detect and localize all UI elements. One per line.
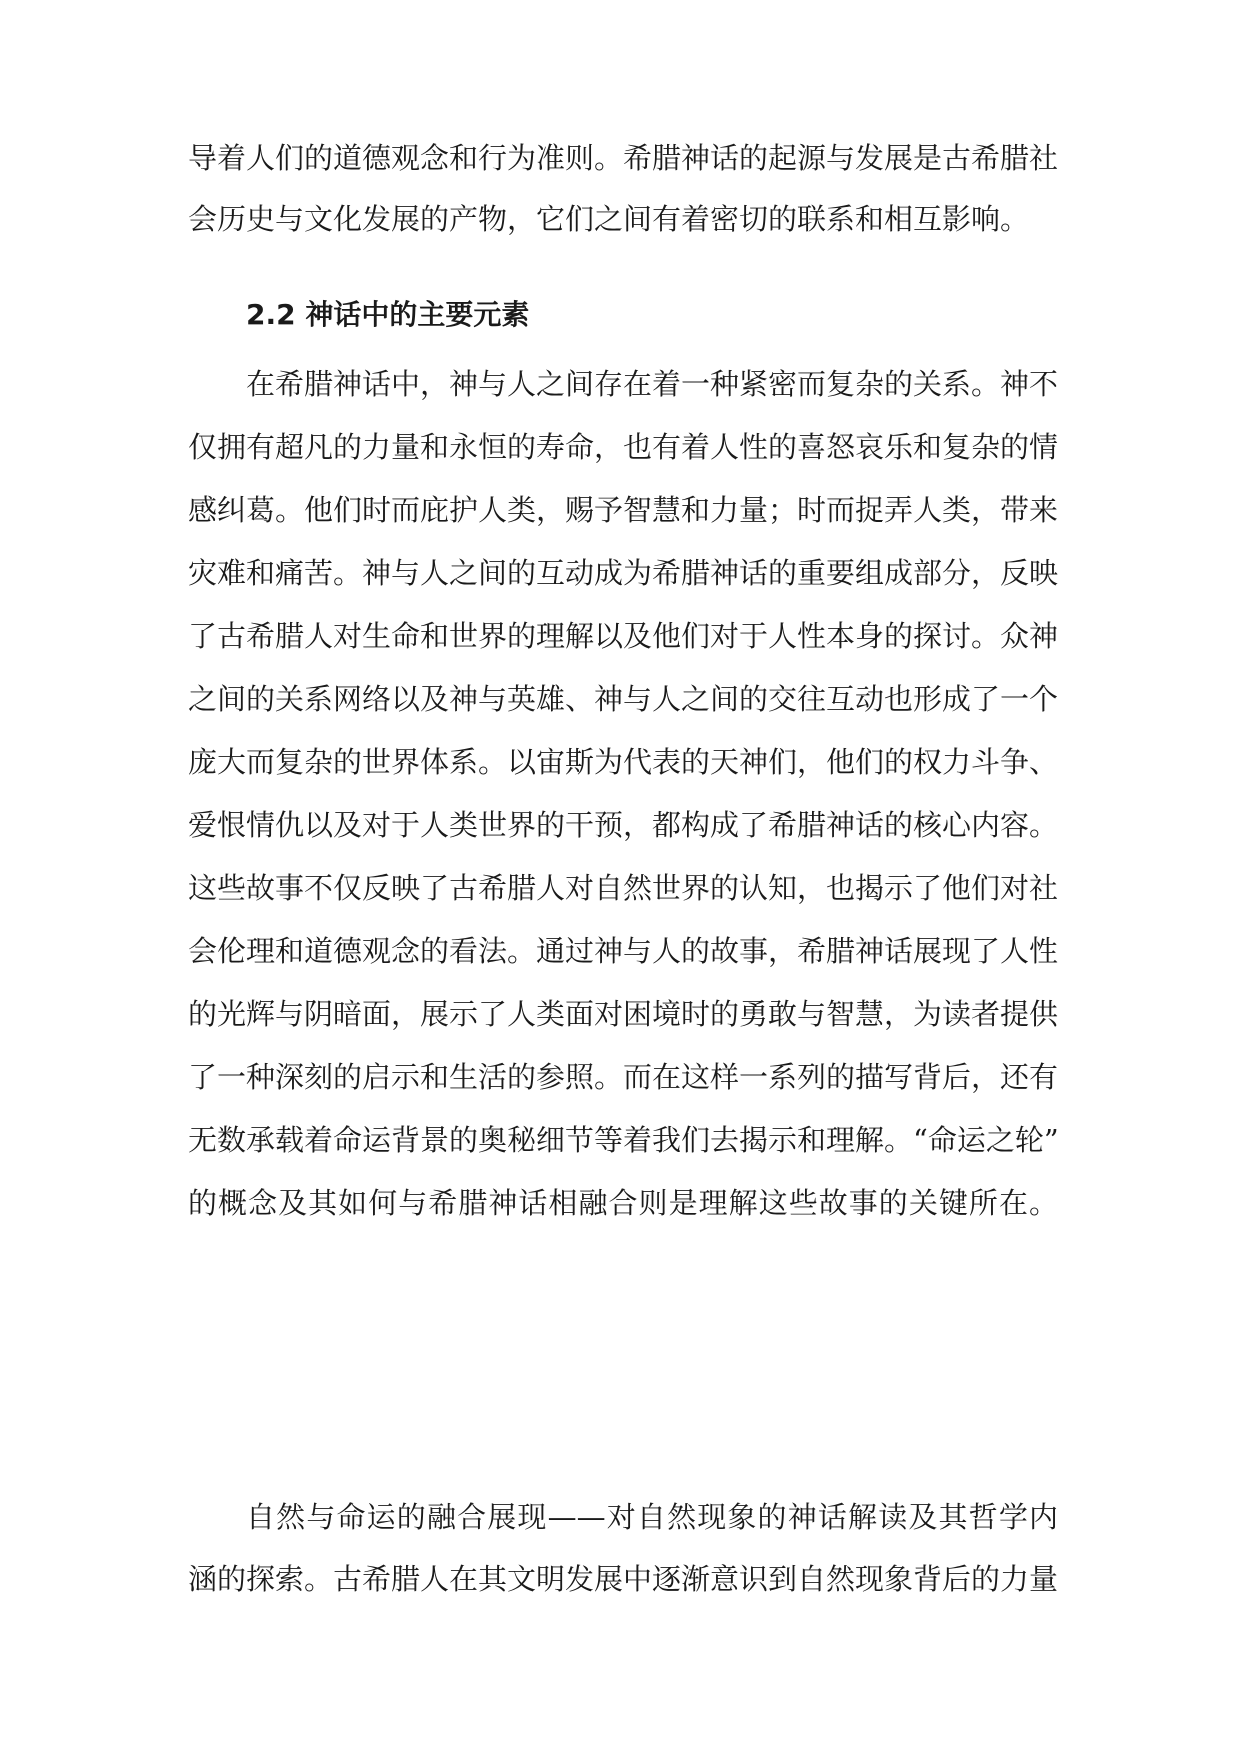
- paragraph1-line-12: 了一种深刻的启示和生活的参照。而在这样一系列的描写背后，还有: [188, 1060, 1059, 1094]
- paragraph1-line-5: 了古希腊人对生命和世界的理解以及他们对于人性本身的探讨。众神: [188, 619, 1059, 653]
- paragraph1-line-4: 灾难和痛苦。神与人之间的互动成为希腊神话的重要组成部分，反映: [188, 556, 1059, 590]
- intro-line-2: 会历史与文化发展的产物，它们之间有着密切的联系和相互影响。: [188, 202, 1030, 236]
- paragraph1-line-2: 仅拥有超凡的力量和永恒的寿命，也有着人性的喜怒哀乐和复杂的情: [188, 430, 1059, 464]
- paragraph2-line-1: 自然与命运的融合展现——对自然现象的神话解读及其哲学内: [246, 1500, 1058, 1534]
- paragraph1-line-3: 感纠葛。他们时而庇护人类，赐予智慧和力量；时而捉弄人类，带来: [188, 493, 1059, 527]
- intro-line-1: 导着人们的道德观念和行为准则。希腊神话的起源与发展是古希腊社: [188, 141, 1059, 175]
- paragraph1-line-1: 在希腊神话中，神与人之间存在着一种紧密而复杂的关系。神不: [246, 367, 1059, 401]
- paragraph1-line-10: 会伦理和道德观念的看法。通过神与人的故事，希腊神话展现了人性: [188, 934, 1059, 968]
- paragraph1-line-11: 的光辉与阴暗面，展示了人类面对困境时的勇敢与智慧，为读者提供: [188, 997, 1059, 1031]
- paragraph1-line-6: 之间的关系网络以及神与英雄、神与人之间的交往互动也形成了一个: [188, 682, 1059, 716]
- paragraph1-line-13: 无数承载着命运背景的奥秘细节等着我们去揭示和理解。“命运之轮”: [188, 1123, 1059, 1157]
- paragraph1-line-9: 这些故事不仅反映了古希腊人对自然世界的认知，也揭示了他们对社: [188, 871, 1059, 905]
- paragraph1-line-8: 爱恨情仇以及对于人类世界的干预，都构成了希腊神话的核心内容。: [188, 808, 1059, 842]
- paragraph1-line-14: 的概念及其如何与希腊神话相融合则是理解这些故事的关键所在。: [188, 1186, 1058, 1220]
- section-heading: 2.2 神话中的主要元素: [246, 298, 530, 331]
- paragraph2-line-2: 涵的探索。古希腊人在其文明发展中逐渐意识到自然现象背后的力量: [188, 1562, 1059, 1596]
- paragraph1-line-7: 庞大而复杂的世界体系。以宙斯为代表的天神们，他们的权力斗争、: [188, 745, 1059, 779]
